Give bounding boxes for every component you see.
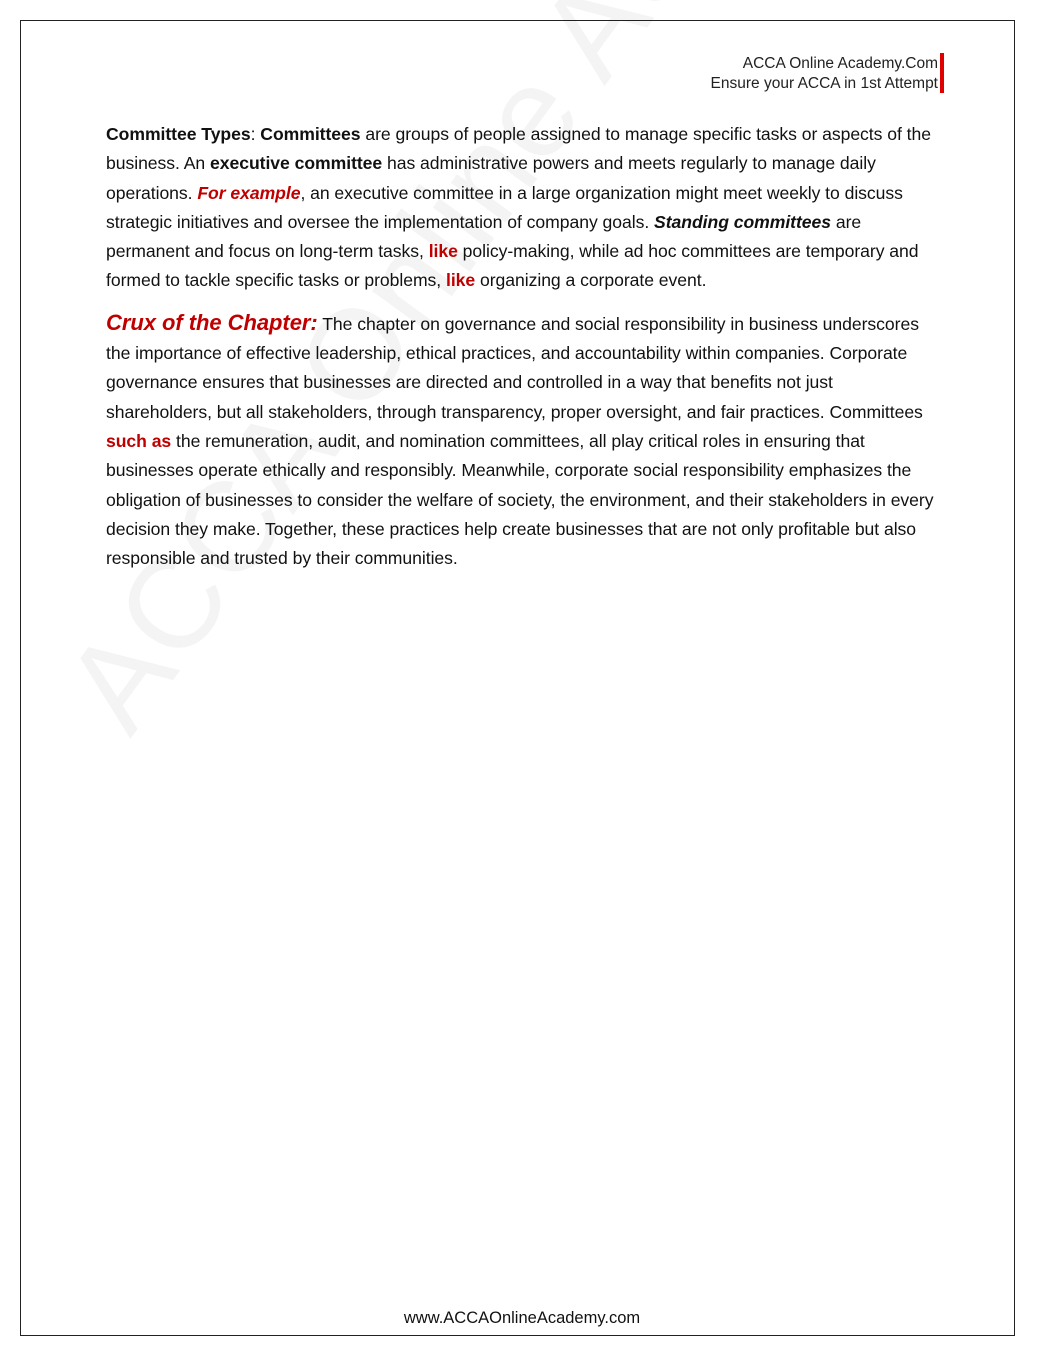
header-site-name: ACCA Online Academy.Com	[742, 55, 938, 72]
term-committee-types: Committee Types	[106, 124, 251, 144]
header-accent-bar	[940, 53, 944, 93]
text-run: has administrative powers and meets regularly to manage daily operations.	[106, 153, 876, 203]
highlight-like: like	[428, 241, 458, 262]
text-run: The chapter on governance and social responsibility in business underscores the importance of effective leadership, ethical practices, and accountability within companies. Corporate governance ensures that businesses are directed and controlled in a way that benefits not just shareholders, but all stakeholders, through transparency, proper oversight, and fair practices. Committees	[106, 313, 923, 422]
term-committees: Committees	[260, 124, 361, 144]
paragraph-crux	[106, 308, 936, 574]
highlight-for-example: For example	[197, 182, 301, 203]
text-run: organizing a corporate event.	[475, 270, 707, 291]
text-run: policy-making, while ad hoc committees are temporary and formed to tackle specific tasks or problems,	[106, 241, 919, 291]
footer-url: www.ACCAOnlineAcademy.com	[403, 1309, 641, 1327]
text-run: are permanent and focus on long-term tasks,	[106, 211, 862, 262]
text-run: the remuneration, audit, and nomination committees, all play critical roles in ensuring that businesses operate ethically and responsibly. Meanwhile, corporate social responsibility emphasizes the obligation of businesses to consider the welfare of society, the environment, and their stakeholders in every decision they make. Together, these practices help create businesses that are not only profitable but also responsible and trusted by their communities.	[106, 430, 934, 569]
page-header	[711, 54, 938, 94]
term-standing-committees: Standing committees	[654, 211, 832, 232]
highlight-such-as: such as	[106, 430, 172, 451]
document-body	[106, 120, 936, 573]
header-tagline: Ensure your ACCA in 1st Attempt	[710, 75, 938, 92]
text-run: are groups of people assigned to manage specific tasks or aspects of the business. An	[106, 124, 931, 174]
paragraph-committee-types	[106, 120, 936, 296]
text-run: :	[250, 124, 261, 144]
highlight-like: like	[445, 270, 476, 291]
term-executive-committee: executive committee	[210, 153, 383, 174]
text-run: , an executive committee in a large organization might meet weekly to discuss strategic initiatives and oversee the implementation of company goals.	[106, 182, 903, 232]
crux-heading: Crux of the Chapter:	[106, 309, 318, 335]
